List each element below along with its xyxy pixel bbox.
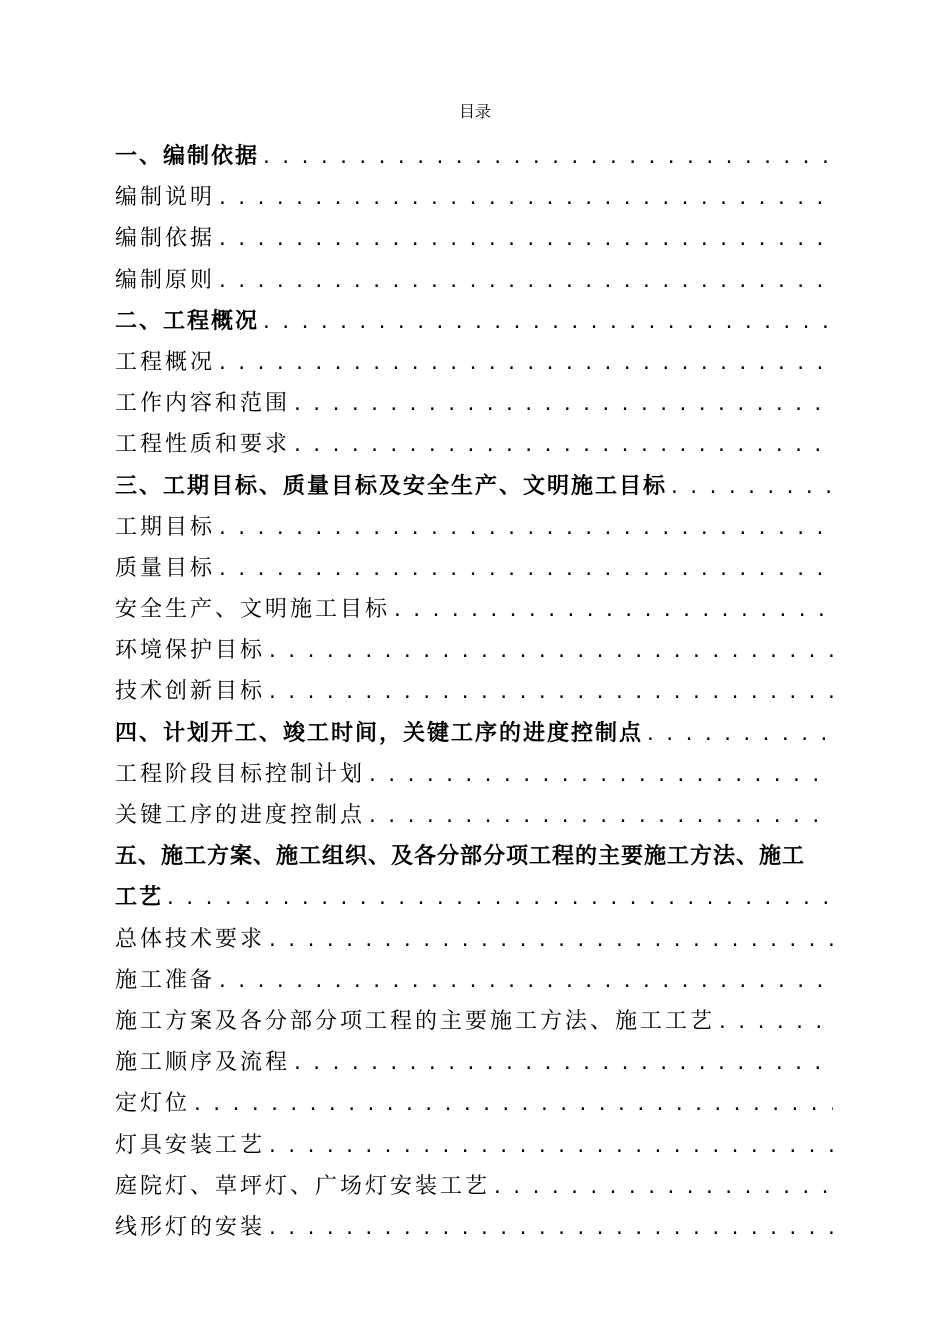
toc-entry-text: 施工准备 bbox=[115, 967, 216, 993]
toc-entry-line2 bbox=[115, 877, 833, 918]
dot-leader bbox=[165, 878, 833, 919]
dot-leader bbox=[292, 1043, 833, 1084]
toc-entry[interactable] bbox=[115, 1125, 833, 1166]
toc-entry-multiline[interactable] bbox=[115, 836, 833, 918]
dot-leader bbox=[292, 425, 833, 466]
toc-entry[interactable] bbox=[115, 177, 833, 218]
toc-entry[interactable] bbox=[115, 713, 833, 754]
toc-entry-text: 编制原则 bbox=[115, 267, 216, 293]
toc-entry[interactable] bbox=[115, 260, 833, 301]
toc-entry[interactable] bbox=[115, 383, 833, 424]
dot-leader bbox=[367, 755, 833, 796]
dot-leader bbox=[217, 961, 833, 1002]
toc-entry[interactable] bbox=[115, 630, 833, 671]
toc-entry[interactable] bbox=[115, 1083, 833, 1124]
toc-entry-text: 工程阶段目标控制计划 bbox=[115, 761, 366, 787]
toc-entry-text: 编制依据 bbox=[115, 226, 216, 252]
toc-entry-text-line1: 五、施工方案、施工组织、及各分部分项工程的主要施工方法、施工 bbox=[115, 843, 806, 870]
toc-entry[interactable] bbox=[115, 795, 833, 836]
toc-entry-text: 环境保护目标 bbox=[115, 638, 266, 664]
dot-leader bbox=[392, 590, 833, 631]
toc-entry-text: 线形灯的安装 bbox=[115, 1214, 266, 1240]
toc-entry-text: 施工顺序及流程 bbox=[115, 1050, 291, 1076]
toc-entry-text: 一、编制依据 bbox=[115, 143, 260, 169]
toc-entry-text: 总体技术要求 bbox=[115, 926, 266, 952]
toc-entry[interactable] bbox=[115, 960, 833, 1001]
dot-leader bbox=[492, 1167, 833, 1208]
dot-leader bbox=[217, 178, 833, 219]
toc-entry-text: 施工方案及各分部分项工程的主要施工方法、施工工艺 bbox=[115, 1008, 716, 1034]
dot-leader bbox=[267, 1208, 833, 1249]
toc-entry-text-line2: 工艺 bbox=[115, 884, 164, 911]
dot-leader bbox=[217, 508, 833, 549]
dot-leader bbox=[192, 1084, 833, 1125]
toc-entry-text: 关键工序的进度控制点 bbox=[115, 803, 366, 828]
dot-leader bbox=[267, 920, 833, 961]
toc-entry[interactable] bbox=[115, 1042, 833, 1083]
dot-leader bbox=[267, 1126, 833, 1167]
dot-leader bbox=[367, 796, 833, 837]
table-of-contents bbox=[115, 136, 833, 1248]
toc-entry[interactable] bbox=[115, 424, 833, 465]
toc-entry-text: 二、工程概况 bbox=[115, 307, 260, 334]
dot-leader bbox=[717, 1002, 833, 1043]
toc-entry[interactable] bbox=[115, 548, 833, 589]
toc-entry[interactable] bbox=[115, 589, 833, 630]
dot-leader bbox=[217, 219, 833, 260]
toc-entry[interactable] bbox=[115, 1001, 833, 1042]
toc-entry-text: 安全生产、文明施工目标 bbox=[115, 597, 391, 623]
dot-leader bbox=[217, 261, 833, 302]
toc-entry[interactable] bbox=[115, 301, 833, 342]
dot-leader bbox=[217, 549, 833, 590]
toc-entry[interactable] bbox=[115, 1166, 833, 1207]
dot-leader bbox=[261, 137, 833, 178]
toc-entry-text: 技术创新目标 bbox=[115, 679, 266, 705]
toc-entry-text: 庭院灯、草坪灯、广场灯安装工艺 bbox=[115, 1173, 491, 1199]
dot-leader bbox=[267, 672, 833, 713]
toc-entry[interactable] bbox=[115, 466, 833, 507]
dot-leader bbox=[261, 302, 833, 343]
toc-entry-text: 四、计划开工、竣工时间，关键工序的进度控制点 bbox=[115, 719, 644, 746]
toc-entry-text: 质量目标 bbox=[115, 555, 216, 581]
toc-entry-text: 灯具安装工艺 bbox=[115, 1132, 266, 1158]
toc-entry-text: 工期目标 bbox=[115, 514, 216, 540]
toc-entry-text: 工程概况 bbox=[115, 349, 216, 375]
toc-entry-text: 工程性质和要求 bbox=[115, 432, 291, 458]
toc-entry-text: 工作内容和范围 bbox=[115, 391, 291, 417]
toc-entry[interactable] bbox=[115, 671, 833, 712]
toc-entry-text: 定灯位 bbox=[115, 1091, 191, 1117]
dot-leader bbox=[645, 714, 833, 755]
toc-entry[interactable] bbox=[115, 342, 833, 383]
toc-entry[interactable] bbox=[115, 754, 833, 795]
toc-entry[interactable] bbox=[115, 136, 833, 177]
toc-title: 目录 bbox=[458, 102, 491, 121]
dot-leader bbox=[292, 384, 833, 425]
toc-entry-text: 三、工期目标、质量目标及安全生产、文明施工目标 bbox=[115, 472, 668, 499]
dot-leader bbox=[669, 467, 833, 508]
dot-leader bbox=[217, 343, 833, 384]
toc-entry[interactable] bbox=[115, 218, 833, 259]
toc-entry[interactable] bbox=[115, 919, 833, 960]
dot-leader bbox=[267, 631, 833, 672]
toc-entry[interactable] bbox=[115, 1207, 833, 1248]
toc-entry-text: 编制说明 bbox=[115, 185, 216, 211]
toc-entry[interactable] bbox=[115, 507, 833, 548]
